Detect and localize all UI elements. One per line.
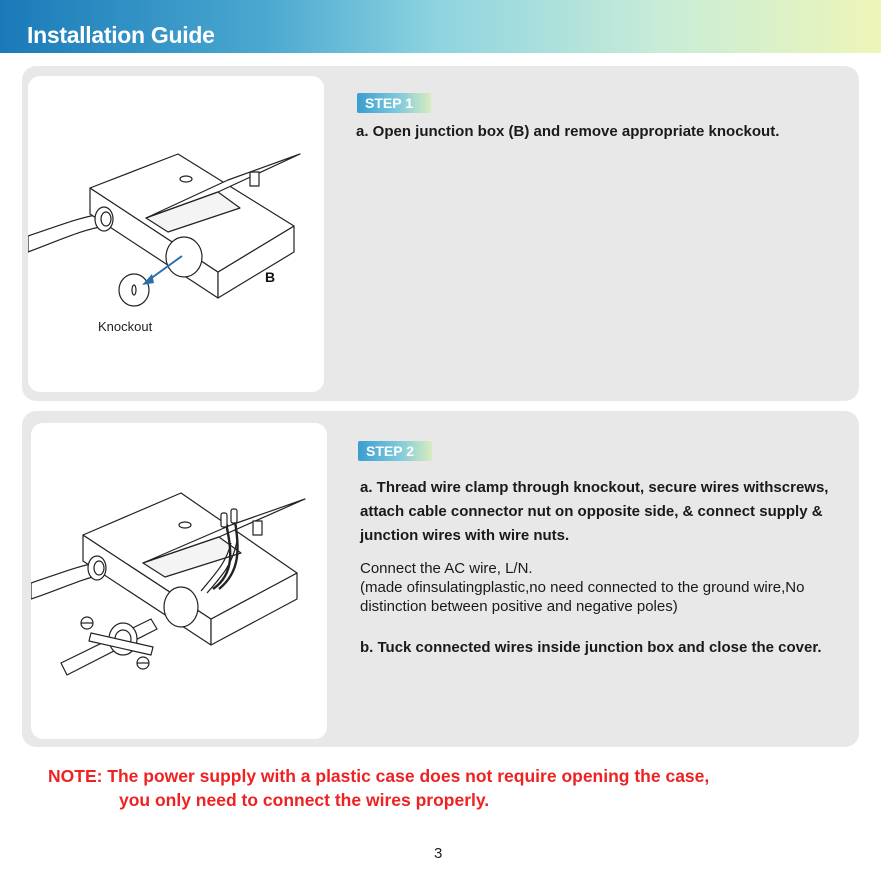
page-number: 3	[434, 845, 443, 862]
step-2-instruction-b: b. Tuck connected wires inside junction box and close the cover.	[360, 639, 822, 656]
step-2-badge: STEP 2	[358, 441, 432, 461]
page-title: Installation Guide	[27, 22, 215, 48]
step-2-panel	[22, 411, 859, 747]
header-bar	[0, 0, 881, 53]
step-1-panel	[22, 66, 859, 401]
step-2-connect-text: Connect the AC wire, L/N.	[360, 560, 533, 577]
step-2-instruction-a: a. Thread wire clamp through knockout, secure wires withscrews, attach cable connector nut on opposite side, & connect supply & junction wires with wire nuts.	[360, 479, 829, 544]
warning-note-line-2: you only need to connect the wires properly.	[119, 790, 490, 810]
step-2-insulation-note: (made ofinsulatingplastic,no need connected to the ground wire,No distinction between positive and negative poles)	[360, 579, 805, 615]
label-box-b: B	[265, 269, 276, 285]
step-1-illustration	[28, 76, 324, 392]
step-2-illustration	[31, 423, 327, 739]
step-1-instruction-a: a. Open junction box (B) and remove appropriate knockout.	[356, 123, 780, 140]
junction-box-wired-drawing	[31, 423, 327, 739]
warning-note-line-1: NOTE: The power supply with a plastic case does not require opening the case,	[48, 766, 710, 786]
warning-note	[48, 764, 709, 812]
label-knockout: Knockout	[98, 319, 153, 334]
junction-box-open-drawing	[28, 76, 324, 392]
step-1-badge: STEP 1	[357, 93, 431, 113]
